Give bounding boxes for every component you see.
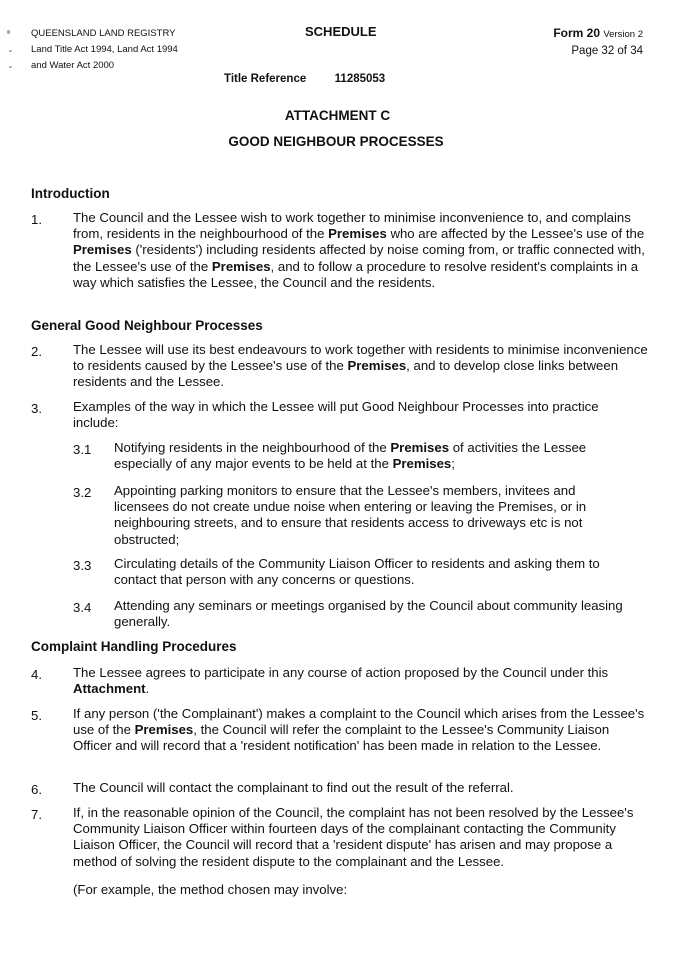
clause-text: If any person ('the Complainant') makes a complaint to the Council which arises from the Lessee's use of the Premises, the Council will refer the complaint to the Lessee's Community Liaison Officer and will record that a 'resident notification' has been made in relation to the Lessee. bbox=[73, 706, 645, 754]
subclause-text: Attending any seminars or meetings organised by the Council about community leasing generally. bbox=[114, 598, 623, 630]
clause-number: 3. bbox=[31, 401, 42, 416]
example-note: (For example, the method chosen may involve: bbox=[73, 882, 348, 897]
attachment-subtitle: GOOD NEIGHBOUR PROCESSES bbox=[228, 134, 444, 149]
clause-text: The Council and the Lessee wish to work together to minimise inconvenience to, and complains from, residents in the neighbourhood of the Premises who are affected by the Lessee's use of the Premises ('residents') including residents affected by noise coming from, or traffic connected with, the Lessee's use of the Premises, and to follow a procedure to resolve resident's complaints in a way which satisfies the Lessee, the Council and the residents. bbox=[73, 210, 645, 290]
subclause-number: 3.3 bbox=[73, 558, 92, 573]
scan-speck bbox=[9, 50, 12, 52]
section-heading-general: General Good Neighbour Processes bbox=[31, 318, 263, 333]
title-reference-label: Title Reference bbox=[224, 73, 307, 85]
title-reference bbox=[224, 73, 385, 85]
scan-speck bbox=[7, 30, 10, 34]
form-version: Version 2 bbox=[603, 29, 643, 40]
attachment-title: ATTACHMENT C bbox=[284, 108, 391, 123]
clause-number: 2. bbox=[31, 344, 42, 359]
subclause-text: Circulating details of the Community Liaison Officer to residents and asking them to contact that person with any concerns or questions. bbox=[114, 556, 600, 588]
clause-number: 1. bbox=[31, 212, 42, 227]
form-label: Form 20 bbox=[553, 26, 601, 40]
clause-text: The Lessee will use its best endeavours to work together with residents to minimise inconvenience to residents caused by the Lessee's use of the Premises, and to develop close links between residents and the Lessee. bbox=[73, 342, 648, 390]
subclause-number: 3.2 bbox=[73, 485, 92, 500]
subclause-text: Notifying residents in the neighbourhood of the Premises of activities the Lessee especially of any major events to be held at the Premises; bbox=[114, 440, 587, 472]
section-heading-complaint: Complaint Handling Procedures bbox=[31, 639, 237, 654]
title-reference-value: 11285053 bbox=[334, 73, 386, 85]
subclause-text: Appointing parking monitors to ensure that the Lessee's members, invitees and licensees do not create undue noise when entering or leaving the Premises, or in neighbouring streets, and to ensure that residents access to driveways etc is not obstructed; bbox=[114, 483, 587, 547]
page-number: Page 32 of 34 bbox=[571, 45, 643, 57]
registry-act-line: Land Title Act 1994, Land Act 1994 bbox=[31, 44, 178, 55]
clause-number: 4. bbox=[31, 667, 42, 682]
section-heading-introduction: Introduction bbox=[31, 186, 110, 201]
registry-act-line: and Water Act 2000 bbox=[31, 60, 115, 71]
schedule-title: SCHEDULE bbox=[305, 24, 377, 39]
subclause-number: 3.4 bbox=[73, 600, 92, 615]
clause-number: 7. bbox=[31, 807, 42, 822]
subclause-number: 3.1 bbox=[73, 442, 92, 457]
registry-name: QUEENSLAND LAND REGISTRY bbox=[31, 28, 176, 39]
registry-header bbox=[31, 26, 178, 74]
clause-text: The Council will contact the complainant to find out the result of the referral. bbox=[73, 780, 514, 795]
clause-number: 6. bbox=[31, 782, 42, 797]
scan-speck bbox=[9, 66, 12, 68]
clause-number: 5. bbox=[31, 708, 42, 723]
clause-text: If, in the reasonable opinion of the Council, the complaint has not been resolved by the Lessee's Community Liaison Officer within fourteen days of the complainant contacting the Community Liaison Officer, the Council will record that a 'resident dispute' has arisen and may propose a method of solving the resident dispute to the complainant and the Lessee. bbox=[73, 805, 634, 869]
form-info bbox=[553, 25, 643, 59]
clause-text: Examples of the way in which the Lessee will put Good Neighbour Processes into practice include: bbox=[73, 399, 599, 431]
clause-text: The Lessee agrees to participate in any course of action proposed by the Council under this Attachment. bbox=[73, 665, 609, 697]
